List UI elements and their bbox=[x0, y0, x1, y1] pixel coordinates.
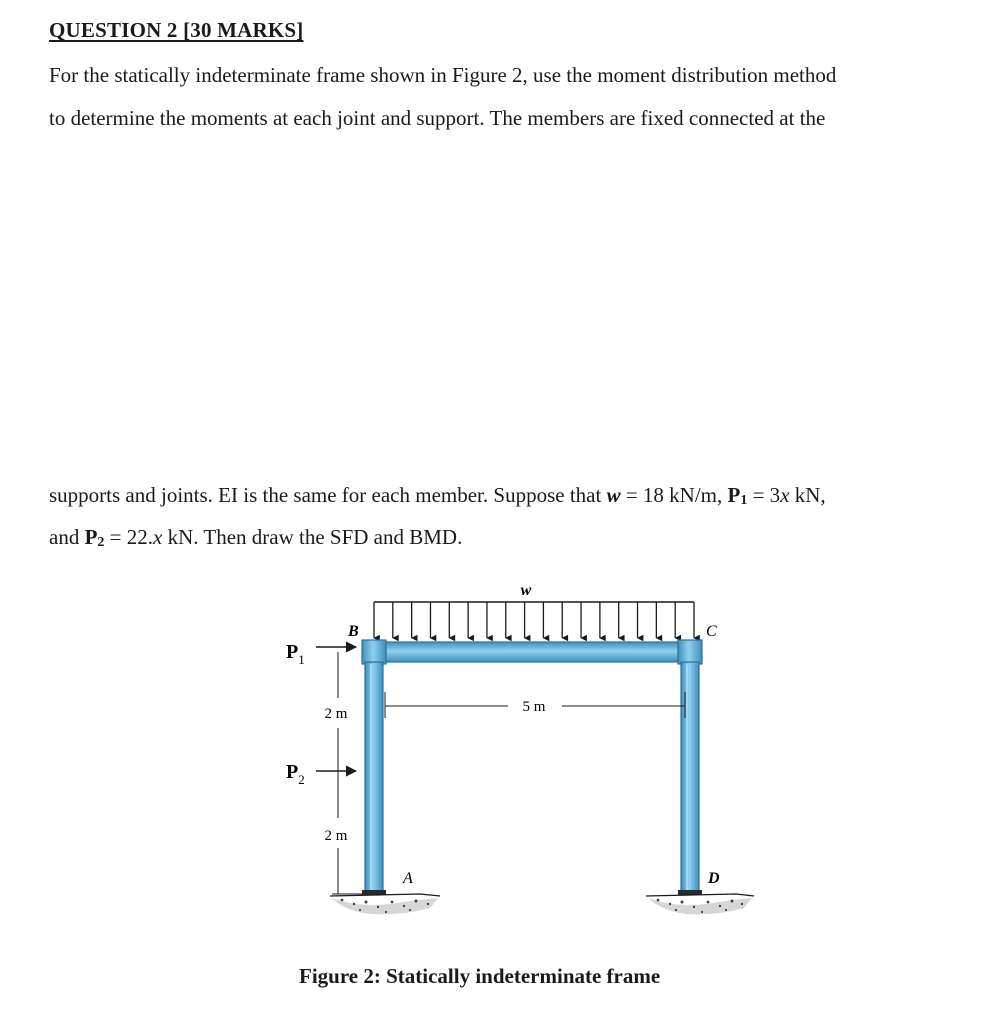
p1-value-start: = 3 bbox=[747, 483, 781, 507]
question-text-line-4 bbox=[49, 525, 462, 551]
frame-diagram bbox=[270, 578, 770, 928]
p2-label bbox=[286, 761, 305, 787]
p2-value-end: kN. Then draw the SFD and BMD. bbox=[162, 525, 463, 549]
label-a: A bbox=[403, 870, 413, 887]
ground-support-d bbox=[646, 894, 754, 914]
joint-b-cap bbox=[362, 640, 386, 664]
question-text-line-1: For the statically indeterminate frame shown in Figure 2, use the moment distribution method bbox=[49, 63, 837, 87]
label-b: B bbox=[348, 623, 359, 640]
load-arrows bbox=[374, 602, 694, 638]
label-c: C bbox=[706, 623, 717, 640]
p1-value-end: kN, bbox=[789, 483, 826, 507]
load-label: w bbox=[520, 582, 532, 599]
ground-support-a bbox=[330, 894, 440, 914]
p2-subscript: 2 bbox=[97, 535, 105, 550]
distributed-load bbox=[374, 602, 694, 638]
column-ab bbox=[365, 662, 383, 892]
p1-label bbox=[286, 641, 305, 667]
question-text-line-3 bbox=[49, 483, 826, 509]
question-text-line-2: to determine the moments at each joint and support. The members are fixed connected at the bbox=[49, 106, 826, 130]
line3-text: supports and joints. EI is the same for each member. Suppose that bbox=[49, 483, 607, 507]
p2-value-start: = 22. bbox=[104, 525, 153, 549]
p1-subscript: 1 bbox=[740, 493, 748, 508]
dim-span: 5 m bbox=[522, 699, 546, 715]
p2-symbol: P bbox=[84, 525, 98, 549]
line4-text: and bbox=[49, 525, 85, 549]
p1-symbol-fig: P bbox=[286, 641, 299, 663]
p2-x: x bbox=[153, 525, 163, 549]
p1-symbol: P bbox=[727, 483, 741, 507]
p1-x: x bbox=[780, 483, 790, 507]
height-dimension bbox=[328, 647, 362, 894]
dim-upper: 2 m bbox=[324, 706, 348, 722]
question-heading: QUESTION 2 [30 MARKS] bbox=[49, 18, 304, 42]
p2-symbol-fig: P bbox=[286, 761, 299, 783]
dim-lower: 2 m bbox=[324, 828, 348, 844]
w-symbol: w bbox=[606, 483, 621, 507]
joint-c-cap bbox=[678, 640, 702, 664]
w-value: = 18 kN/m, bbox=[620, 483, 728, 507]
column-cd bbox=[681, 662, 699, 892]
frame-figure bbox=[270, 578, 770, 928]
figure-caption: Figure 2: Statically indeterminate frame bbox=[299, 964, 661, 988]
label-d: D bbox=[708, 870, 720, 887]
p2-sub-fig: 2 bbox=[298, 772, 305, 787]
beam-bc bbox=[364, 642, 700, 662]
p1-sub-fig: 1 bbox=[298, 652, 305, 667]
